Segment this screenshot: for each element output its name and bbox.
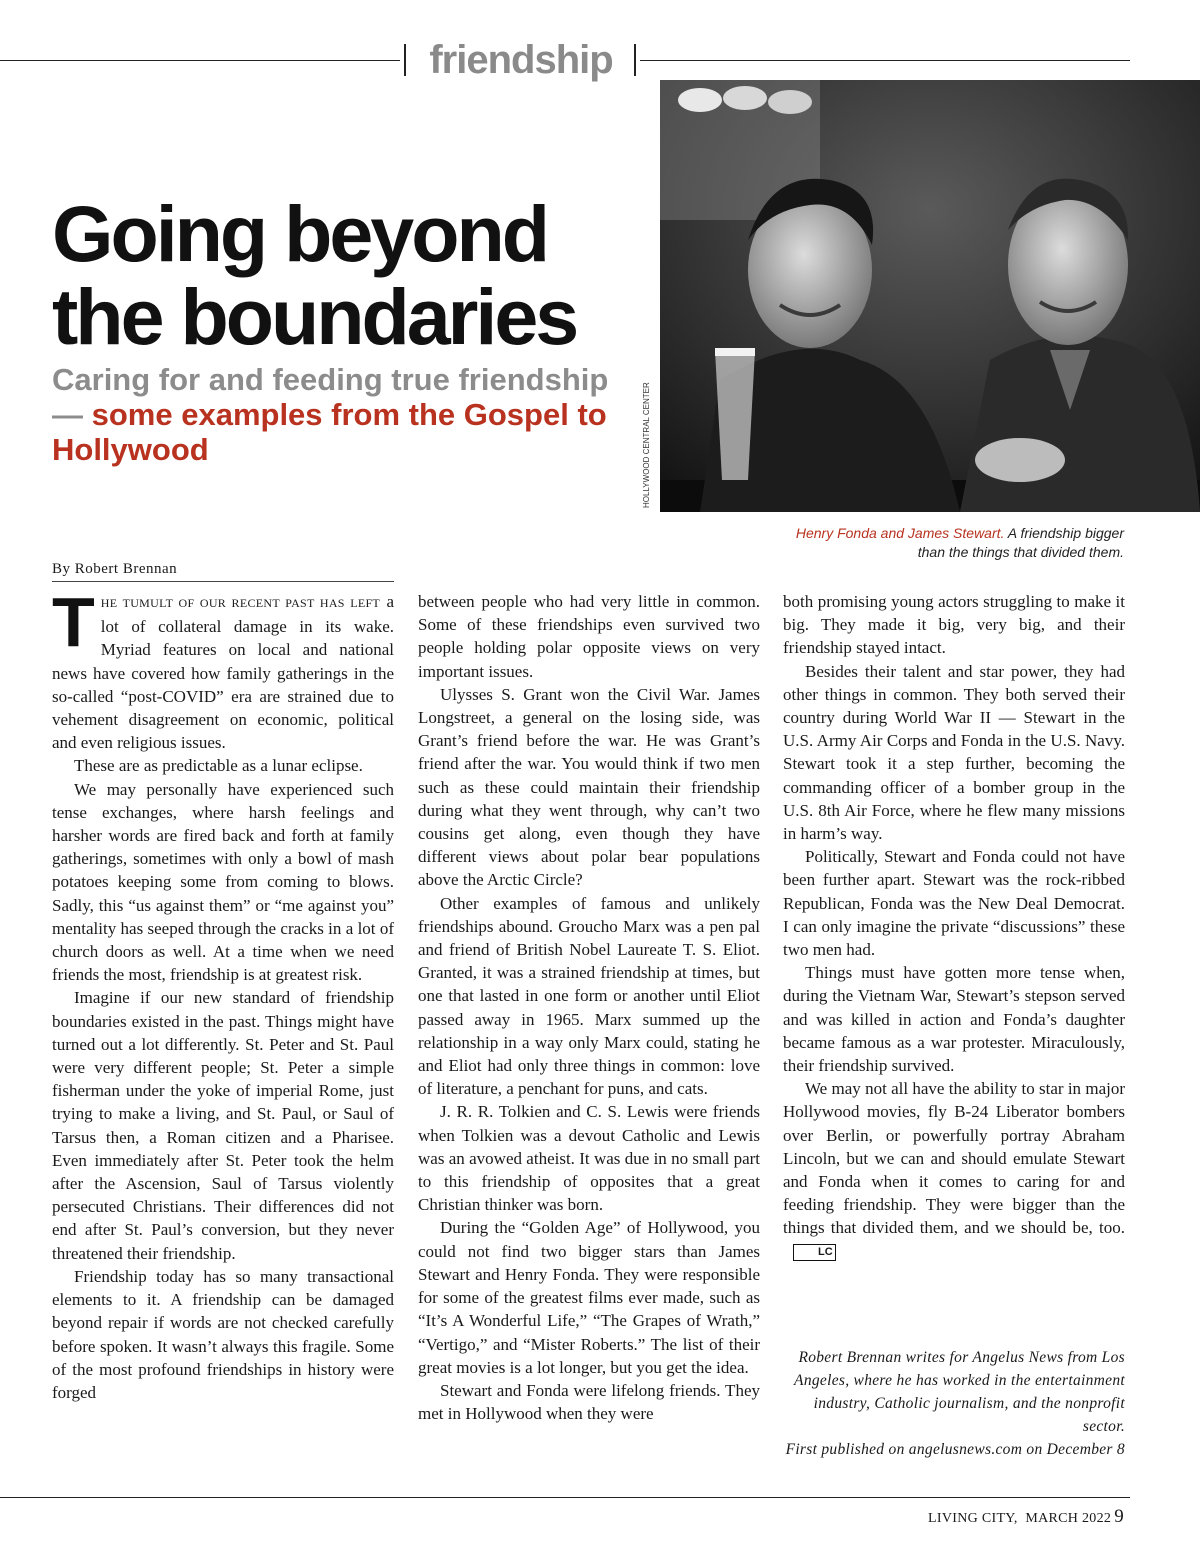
folio-publication: LIVING CITY, [928, 1511, 1018, 1526]
caption-text: A friendship bigger than the things that divided them. [917, 525, 1124, 560]
article-paragraph-final [783, 1077, 1125, 1263]
article-paragraph: We may personally have experienced such tense exchanges, where harsh feelings and harsher words are fired back and forth at family gatherings, sometimes with only a bowl of mash potatoes keeping some from coming to blows. Sadly, this “us against them” or “me against you” mentality has seeped through the cracks in a lot of church doors as well. At a time when we need friends the most, friendship is at greatest risk. [52, 779, 394, 985]
article-paragraph: Stewart and Fonda were lifelong friends. They met in Hollywood when they were [418, 1380, 760, 1424]
bio-publication-note: First published on angelusnews.com on December 8 [785, 1441, 1125, 1458]
article-paragraph: Things must have gotten more tense when, during the Vietnam War, Stewart’s stepson served and was killed in action and Fonda’s daughter became famous as a war protester. Miraculously, their friendship survived. [783, 963, 1125, 1076]
caption-names: Henry Fonda and James Stewart. [795, 525, 1005, 541]
deck-gray: Caring for and feeding true friendship — [52, 362, 609, 432]
article-paragraph: Politically, Stewart and Fonda could not have been further apart. Stewart was the rock-ribbed Republican, Fonda was the New Deal Democrat. I can only imagine the private “discussions” these two men had. [783, 847, 1125, 960]
folio-issue: MARCH 2022 [1025, 1511, 1112, 1526]
article-paragraph: Other examples of famous and unlikely friendships abound. Groucho Marx was a pen pal and friend of British Nobel Laureate T. S. Eliot. Granted, it was a strained friendship at times, but one that lasted in one form or another until Eliot passed away in 1965. Marx summed up the relationship in a way only Marx could, stating he and Eliot had only three things in common: love of literature, a penchant for puns, and cats. [418, 893, 760, 1099]
article-paragraph: J. R. R. Tolkien and C. S. Lewis were friends when Tolkien was a devout Catholic and Lewis was an avowed atheist. It was due in no small part to this friendship of opposites that a great Christian thinker was born. [418, 1102, 760, 1215]
article-paragraph: Imagine if our new standard of friendship boundaries existed in the past. Things might have turned out a lot differently. St. Peter and St. Paul were very different people; St. Peter a simple fisherman under the yoke of imperial Rome, just trying to make a living, and St. Paul, or Saul of Tarsus then, a Roman citizen and a Pharisee. Even immediately after St. Peter took the helm after the Ascension, Saul of Tarsus violently persecuted Christians. Their differences did not end after St. Paul’s conversion, but they never threatened their friendship. [52, 988, 394, 1263]
paragraph-text: a lot of collateral damage in its wake. Myriad features on local and national news have covered how family gatherings in the so-called “post-COVID” era are strained due to vehement disagreement on economic, political and even religious issues. [52, 592, 395, 753]
article-paragraph: Besides their talent and star power, they had other things in common. They both served their country during World War II — Stewart in the U.S. Army Air Corps and Fonda in the U.S. Navy. Stewart took it a step further, becoming the commanding officer of a bomber group in the U.S. 8th Air Force, where he flew many missions in harm’s way. [783, 661, 1125, 844]
section-rule-right [640, 60, 1130, 61]
article-paragraph-continued: between people who had very little in common. Some of these friendships even survived two people holding polar opposite views on very important issues. [418, 592, 760, 681]
headline-line-1: Going beyond [52, 189, 548, 278]
article-paragraph-continued: both promising young actors struggling to make it big. They made it big, very big, and their friendship stayed intact. [783, 592, 1125, 658]
byline-by: By [52, 561, 71, 577]
end-mark-icon: LC [793, 1244, 836, 1261]
article-paragraph: During the “Golden Age” of Hollywood, you could not find two bigger stars than James Stewart and Henry Fonda. They were responsible for some of the greatest films ever made, such as “It’s A Wonderful Life,” “The Grapes of Wrath,” “Vertigo,” and “Mister Roberts.” The list of their great movies is a lot longer, but you get the idea. [418, 1218, 760, 1377]
article-paragraph: Friendship today has so many transactional elements to it. A friendship can be damaged beyond repair if words are not checked carefully before spoken. It wasn’t always this fragile. Some of the most profound friendships in history were forged [52, 1266, 394, 1402]
page-number: 9 [1114, 1506, 1124, 1527]
article-column-2 [418, 590, 760, 1425]
deck-red: some examples from the Gospel to Hollywood [52, 397, 607, 467]
photo-caption [784, 524, 1124, 562]
headline [52, 189, 642, 361]
photo-fonda-stewart [660, 80, 1200, 512]
lead-in-caps: HE TUMULT OF OUR RECENT PAST HAS LEFT [100, 596, 381, 610]
article-column-1 [52, 583, 395, 1404]
section-tick-right [634, 44, 636, 76]
headline-line-2: the boundaries [52, 272, 577, 361]
article-paragraph: These are as predictable as a lunar eclipse. [74, 756, 363, 776]
author-bio [783, 1346, 1125, 1461]
article-paragraph: Ulysses S. Grant won the Civil War. James Longstreet, a general on the losing side, was Grant’s friend before the war. He was Grant’s friend after the war. You would think if two men such as these could maintain their friendship during what they went through, why can’t two cousins get along, even though they have different views about polar bear populations above the Arctic Circle? [418, 684, 760, 890]
footer-rule [0, 1497, 1130, 1498]
bio-text: Robert Brennan writes for Angelus News from Los Angeles, where he has worked in the entertainment industry, Catholic journalism, and the nonprofit sector. [794, 1349, 1125, 1435]
byline [52, 561, 394, 582]
paragraph-text: We may not all have the ability to star in major Hollywood movies, fly B-24 Liberator bombers over Berlin, or powerfully portray Abraham Lincoln, but we can and should emulate Stewart and Fonda when it comes to caring for and feeding friendship. They were bigger than the things that divided them, and we should be, too. [783, 1079, 1125, 1238]
article-column-3 [783, 590, 1125, 1263]
drop-cap: T [52, 583, 95, 661]
deck [52, 362, 612, 467]
photo-credit: HOLLYWOOD CENTRAL CENTER [642, 382, 651, 508]
page-folio [928, 1506, 1124, 1528]
section-tick-left [404, 44, 406, 76]
section-label: friendship [429, 38, 613, 82]
article-paragraph [52, 583, 395, 754]
section-rule-left [0, 60, 400, 61]
byline-author: Robert Brennan [74, 561, 178, 577]
